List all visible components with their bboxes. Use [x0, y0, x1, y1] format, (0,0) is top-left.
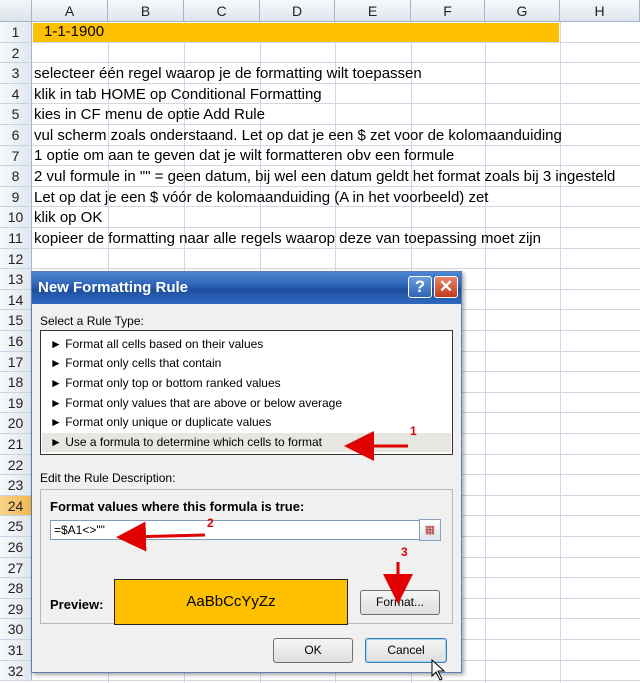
- rule-type-item[interactable]: ► Format only cells that contain: [50, 356, 222, 370]
- row-header[interactable]: 20: [0, 413, 32, 434]
- rule-type-item[interactable]: ► Format all cells based on their values: [50, 337, 264, 351]
- row-header[interactable]: 2: [0, 43, 32, 63]
- row-header[interactable]: 23: [0, 475, 32, 496]
- annotation-1: 1: [410, 424, 417, 438]
- row-header[interactable]: 17: [0, 352, 32, 372]
- cell-a3[interactable]: selecteer één regel waarop je de formatting wilt toepassen: [34, 65, 422, 82]
- cell-a1[interactable]: 1-1-1900: [44, 23, 105, 40]
- formula-input[interactable]: =$A1<>"": [50, 520, 421, 540]
- row-header[interactable]: 5: [0, 104, 32, 125]
- row-header[interactable]: 14: [0, 290, 32, 310]
- row-header[interactable]: 10: [0, 207, 32, 228]
- row-header[interactable]: 26: [0, 537, 32, 558]
- rule-type-item[interactable]: ► Format only unique or duplicate values: [50, 415, 272, 429]
- row-header[interactable]: 18: [0, 372, 32, 393]
- cell-a6[interactable]: vul scherm zoals onderstaand. Let op dat je een $ zet voor de kolomaanduiding: [34, 127, 562, 144]
- ok-button[interactable]: OK: [273, 638, 353, 663]
- column-header-f[interactable]: F: [411, 0, 485, 22]
- row-header[interactable]: 32: [0, 661, 32, 681]
- row-header[interactable]: 13: [0, 269, 32, 290]
- format-preview: AaBbCcYyZz: [114, 579, 348, 625]
- row-header[interactable]: 7: [0, 146, 32, 166]
- row-header[interactable]: 24: [0, 496, 32, 516]
- column-header-d[interactable]: D: [260, 0, 335, 22]
- format-button[interactable]: Format...: [360, 590, 440, 615]
- edit-rule-label: Edit the Rule Description:: [40, 471, 176, 485]
- column-header-a[interactable]: A: [32, 0, 108, 22]
- close-button[interactable]: ✕: [434, 276, 458, 298]
- row-header[interactable]: 16: [0, 331, 32, 352]
- range-selector-icon[interactable]: ▦: [419, 519, 441, 541]
- preview-label: Preview:: [50, 597, 104, 612]
- row-header[interactable]: 15: [0, 310, 32, 331]
- row-header[interactable]: 8: [0, 166, 32, 187]
- row-header[interactable]: 30: [0, 619, 32, 640]
- row-header[interactable]: 9: [0, 187, 32, 207]
- rule-type-label: Select a Rule Type:: [40, 314, 144, 328]
- row-header[interactable]: 28: [0, 578, 32, 599]
- column-header-b[interactable]: B: [108, 0, 184, 22]
- rule-type-item-selected[interactable]: ► Use a formula to determine which cells to format: [42, 433, 451, 452]
- row-header[interactable]: 19: [0, 393, 32, 413]
- cell-a4[interactable]: klik in tab HOME op Conditional Formatting: [34, 86, 322, 103]
- dialog-title: New Formatting Rule: [38, 279, 189, 296]
- row-header[interactable]: 25: [0, 516, 32, 537]
- column-header-c[interactable]: C: [184, 0, 260, 22]
- cell-a10[interactable]: klik op OK: [34, 209, 103, 226]
- cell-a8[interactable]: 2 vul formule in "" = geen datum, bij wel een datum geldt het format zoals bij 3 ingesteld: [34, 168, 616, 185]
- cell-a7[interactable]: 1 optie om aan te geven dat je wilt formatteren obv een formule: [34, 147, 455, 164]
- column-header-g[interactable]: G: [485, 0, 560, 22]
- cell-a9[interactable]: Let op dat je een $ vóór de kolomaanduiding (A in het voorbeeld) zet: [34, 189, 489, 206]
- row-header[interactable]: 4: [0, 84, 32, 104]
- mouse-cursor-icon: [432, 660, 444, 680]
- row-header[interactable]: 21: [0, 434, 32, 455]
- row-header[interactable]: 27: [0, 558, 32, 578]
- row-header[interactable]: 22: [0, 455, 32, 475]
- annotation-3: 3: [401, 545, 408, 559]
- row-header[interactable]: 29: [0, 599, 32, 619]
- row-header[interactable]: 12: [0, 249, 32, 269]
- arrow-2: [128, 535, 205, 537]
- row-header[interactable]: 11: [0, 228, 32, 249]
- cancel-button[interactable]: Cancel: [365, 638, 447, 663]
- rule-type-item[interactable]: ► Format only values that are above or below average: [50, 396, 343, 410]
- formula-label: Format values where this formula is true:: [50, 499, 305, 514]
- annotation-2: 2: [207, 516, 214, 530]
- row-header[interactable]: 31: [0, 640, 32, 661]
- cell-a11[interactable]: kopieer de formatting naar alle regels waarop deze van toepassing moet zijn: [34, 230, 541, 247]
- row-header[interactable]: 1: [0, 22, 32, 43]
- rule-type-item[interactable]: ► Format only top or bottom ranked values: [50, 376, 281, 390]
- row-header[interactable]: 6: [0, 125, 32, 146]
- column-header-e[interactable]: E: [335, 0, 411, 22]
- help-button[interactable]: ?: [408, 276, 432, 298]
- row-header[interactable]: 3: [0, 63, 32, 84]
- column-header-h[interactable]: H: [560, 0, 640, 22]
- cell-a5[interactable]: kies in CF menu de optie Add Rule: [34, 106, 265, 123]
